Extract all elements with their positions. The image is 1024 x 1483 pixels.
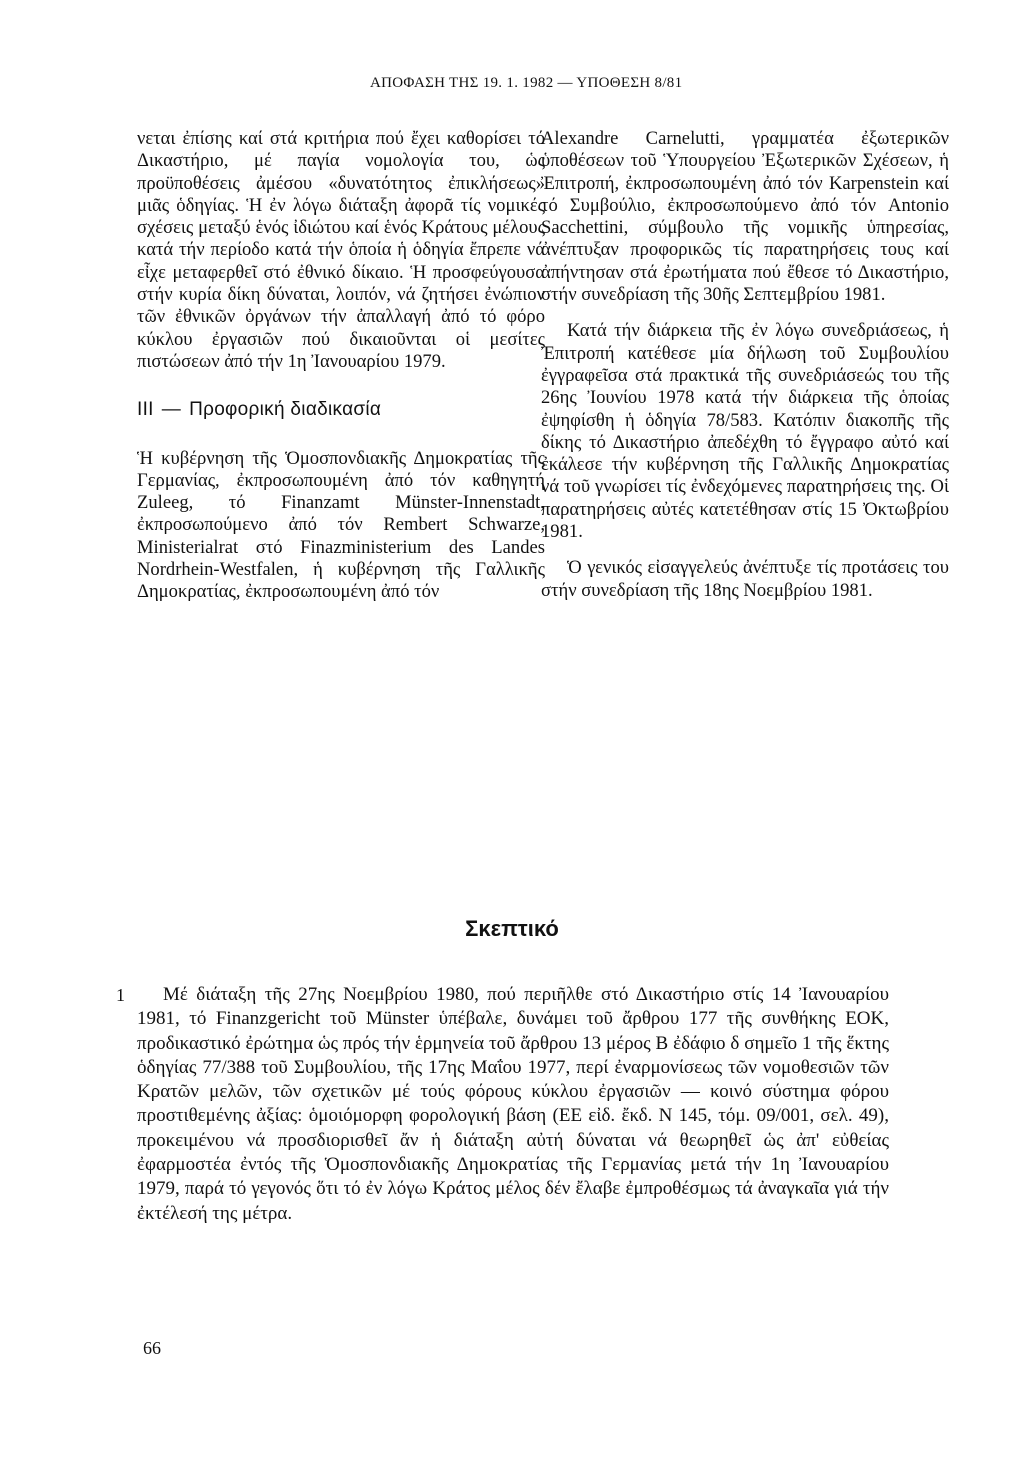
section-heading-oral-procedure [137, 399, 545, 421]
left-column [137, 128, 545, 618]
right-column [541, 128, 949, 616]
section-dash: — [161, 399, 182, 421]
left-paragraph-continuation: νεται ἐπίσης καί στά κριτήρια πού ἔχει καθορίσει τό Δικαστήριο, μέ παγία νομολογία του, ὡς προϋποθέσεις ἀμέσου «δυνατότητος ἐπικλήσεως» μιᾶς ὁδηγίας. Ἡ ἐν λόγω διάταξη ἀφορᾶ τίς νομικές σχέσεις μεταξύ ἑνός ἰδιώτου καί ἑνός Κράτους μέλους κατά τήν περίοδο κατά τήν ὁποία ἡ ὁδηγία ἔπρεπε νά εἶχε μεταφερθεῖ στό ἐθνικό δίκαιο. Ἡ προσφεύγουσα στήν κυρία δίκη δύναται, λοιπόν, νά ζητήσει ἐνώπιον τῶν ἐθνικῶν ὀργάνων τήν ἀπαλλαγή ἀπό τό φόρο κύκλου ἐργασιῶν πού δικαιοῦνται οἱ μεσίτες πιστώσεων ἀπό τήν 1η Ἰανουαρίου 1979. [137, 128, 545, 372]
left-paragraph-representatives: Ἡ κυβέρνηση τῆς Ὁμοσπονδιακῆς Δημοκρατίας τῆς Γερμανίας, ἐκπροσωπουμένη ἀπό τόν καθηγητή Zuleeg, τό Finanzamt Münster-Innenstadt, ἐκπροσωπούμενο ἀπό τόν Rembert Schwarze, Ministerialrat στό Finazministerium des Landes Nordrhein-Westfalen, ἡ κυβέρνηση τῆς Γαλλικῆς Δημοκρατίας, ἐκπροσωπουμένη ἀπό τόν [137, 447, 545, 603]
section-title: Προφορική διαδικασία [189, 399, 382, 421]
reasons-paragraph: Μέ διάταξη τῆς 27ης Νοεμβρίου 1980, πού περιῆλθε στό Δικαστήριο στίς 14 Ἰανουαρίου 1981, τό Finanzgericht τοῦ Münster ὑπέβαλε, δυνάμει τοῦ ἄρθρου 177 τῆς συνθήκης ΕΟΚ, προδικαστικό ἐρώτημα ὡς πρός τήν ἑρμηνεία τοῦ ἄρθρου 13 μέρος Β ἐδάφιο δ σημεῖο 1 τῆς ἕκτης ὁδηγίας 77/388 τοῦ Συμβουλίου, τῆς 17ης Μαΐου 1977, περί ἐναρμονίσεως τῶν νομοθεσιῶν τῶν Κρατῶν μελῶν, τῶν σχετικῶν μέ τούς φόρους κύκλου ἐργασιῶν — κοινό σύστημα φόρου προστιθεμένης ἀξίας: ὁμοιόμορφη φορολογική βάση (ΕΕ εἰδ. ἔκδ. Ν 145, τόμ. 09/001, σελ. 49), προκειμένου νά προσδιορισθεῖ ἄν ἡ διάταξη αὐτή δύναται νά θεωρηθεῖ ὡς ἀπ' εὐθείας ἐφαρμοστέα ἐντός τῆς Ὁμοσπονδιακῆς Δημοκρατίας τῆς Γερμανίας μετά τήν 1η Ἰανουαρίου 1979, παρά τό γεγονός ὅτι τό ἐν λόγω Κράτος μέλος δέν ἔλαβε ἐμπροθέσμως τά ἀναγκαῖα γιά τήν ἐκτέλεσή της μέτρα. [137, 984, 889, 1224]
reasons-title: Σκεπτικό [465, 916, 559, 941]
paragraph-number: 1 [116, 985, 125, 1005]
section-number: III [137, 399, 154, 421]
right-paragraph-declaration: Κατά τήν διάρκεια τῆς ἐν λόγω συνεδριάσεως, ἡ Ἐπιτροπή κατέθεσε μία δήλωση τοῦ Συμβουλίου ἐγγραφεῖσα στά πρακτικά τῆς συνεδριάσεώς του τῆς 26ης Ἰουνίου 1978 κατά τήν διάρκεια τῆς ὁποίας ἐψηφίσθη ἡ ὁδηγία 78/583. Κατόπιν διακοπῆς τῆς δίκης τό Δικαστήριο ἀπεδέχθη τό ἔγγραφο αὐτό καί ἐκάλεσε τήν κυβέρνηση τῆς Γαλλικῆς Δημοκρατίας νά τοῦ γνωρίσει τίς ἐνδεχόμενες παρατηρήσεις της. Οἱ παρατηρήσεις αὐτές κατετέθησαν στίς 15 Ὀκτωβρίου 1981. [541, 320, 949, 543]
running-header: ΑΠΟΦΑΣΗ ΤΗΣ 19. 1. 1982 — ΥΠΟΘΕΣΗ 8/81 [370, 75, 683, 91]
page-number: 66 [143, 1338, 161, 1358]
right-paragraph-hearing: Alexandre Carnelutti, γραμματέα ἐξωτερικῶν ὑποθέσεων τοῦ Ὑπουργείου Ἐξωτερικῶν Σχέσεων, ἡ Ἐπιτροπή, ἐκπροσωπουμένη ἀπό τόν Karpenstein καί τό Συμβούλιο, ἐκπροσωπούμενο ἀπό τόν Antonio Sacchettini, σύμβουλο τῆς νομικῆς ὑπηρεσίας, ἀνέπτυξαν προφορικῶς τίς παρατηρήσεις τους καί ἀπήντησαν στά ἐρωτήματα πού ἔθεσε τό Δικαστήριο, στήν συνεδρίαση τῆς 30ῆς Σεπτεμβρίου 1981. [541, 128, 949, 306]
right-paragraph-advocate-general: Ὁ γενικός εἰσαγγελεύς ἀνέπτυξε τίς προτάσεις του στήν συνεδρίαση τῆς 18ης Νοεμβρίου 1981. [541, 557, 949, 601]
